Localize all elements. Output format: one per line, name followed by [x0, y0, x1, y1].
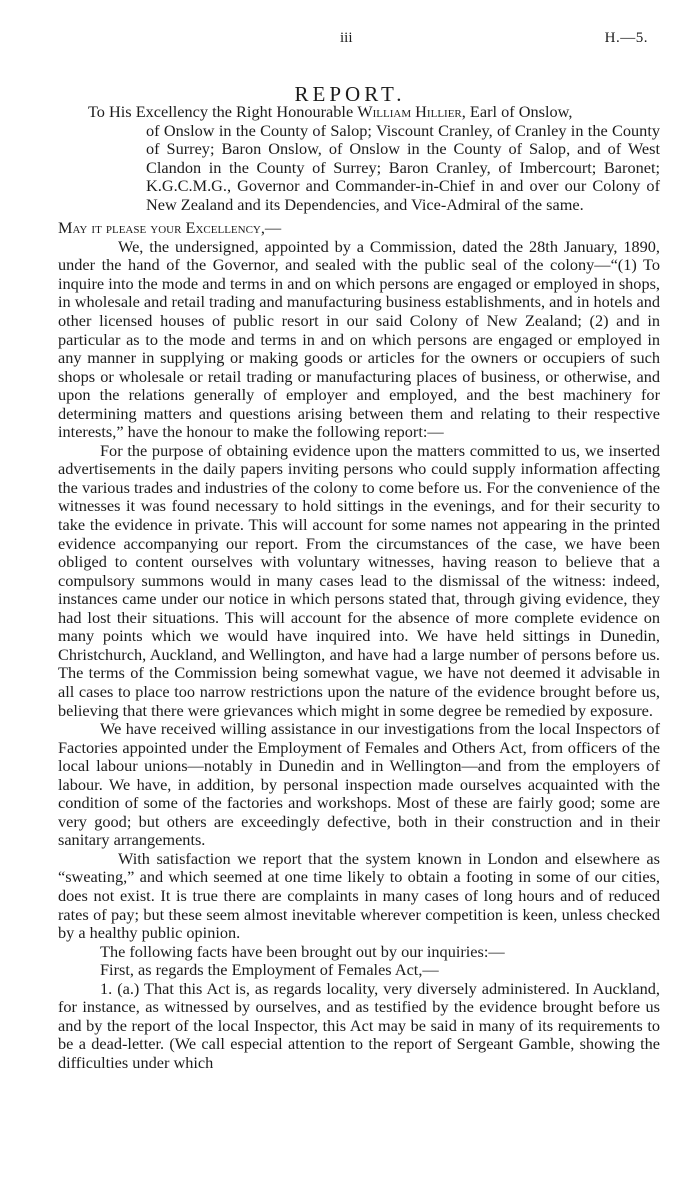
salutation: May it please your Excellency,— — [58, 218, 282, 238]
address-block — [58, 103, 660, 214]
paragraph-facts-intro: The following facts have been brought out by our inquiries:— — [100, 941, 505, 961]
paragraph-assistance: We have received willing assistance in our investigations from the local Inspectors of Factories appointed under the Employment of Females and Others Act, from officers of the local labour unions—notably in Dunedin and in Wellington—and from the employers of labour. We have, in addition, by personal inspection made ourselves acquainted with the condition of some of the factories and workshops. Most of these are fairly good; some are very good; but others are exceedingly defective, both in their construction and in their sanitary arrangements. — [58, 719, 660, 850]
paragraph-evidence: For the purpose of obtaining evidence upon the matters committed to us, we inserted advertisements in the daily papers inviting persons who could supply information affecting the various trades and industries of the colony to come before us. For the convenience of the witnesses it was found necessary to hold sittings in the evenings, and for their security to take the evidence in private. This will account for some names not appearing in the printed evidence accompanying our report. From the circumstances of the case, we have been obliged to content ourselves with voluntary witnesses, having reason to believe that a compulsory summons would in many cases lead to the dismissal of the witness: indeed, instances came under our notice in which persons stated that, through giving evidence, they had lost their situations. This will account for the absence of more complete evidence on many points which we would have inquired into. We have held sittings in Dunedin, Christchurch, Auckland, and Wellington, and have had a large number of persons before us. The terms of the Commission being somewhat vague, we have not deemed it advisable in all cases to place too narrow restrictions upon the nature of the evidence brought before us, believing that there were grievances which might in some degree be remedied by exposure. — [58, 440, 660, 720]
address-lead: To His Excellency the Right Honourable — [88, 102, 358, 121]
document-reference: H.—5. — [604, 30, 648, 46]
report-body — [58, 103, 660, 1072]
address-line1-end: , Earl of Onslow, — [461, 102, 573, 121]
paragraph-locality: 1. (a.) That this Act is, as regards locality, very diversely administered. In Auckland, for instance, as witnessed by ourselves, and as testified by the evidence brought before us and by the report of the local Inspector, this Act may be said in many of its requirements to be a dead-letter. (We call especial attention to the report of Sergeant Gamble, showing the difficulties under which — [58, 978, 660, 1072]
report-title: REPORT. — [294, 82, 406, 106]
paragraph-first-act: First, as regards the Employment of Females Act,— — [100, 960, 439, 980]
page-header — [0, 30, 700, 52]
paragraph-commission: We, the undersigned, appointed by a Commission, dated the 28th January, 1890, under the hand of the Governor, and sealed with the public seal of the colony—“(1) To inquire into the mode and terms in and on which persons are engaged or employed in shops, in wholesale and retail trading and manufacturing business establishments, and in hotels and other licensed houses of public resort in our said Colony of New Zealand; (2) and in particular as to the mode and terms in and on which persons are engaged or employed in any manner in supplying or making goods or articles for the owners or occupiers of such shops or wholesale or retail trading or manufacturing places of business, or otherwise, and upon the relations generally of employer and employed, and the best machinery for determining matters and questions arising between them and relating to their respective interests,” have the honour to make the following report:— — [58, 236, 660, 442]
paragraph-sweating: With satisfaction we report that the system known in London and elsewhere as “sweating,” and which seemed at one time likely to obtain a footing in some of our cities, does not exist. It is true there are complaints in many cases of long hours and of reduced rates of pay; but these seem almost inevitable wherever competition is keen, unless checked by a healthy public opinion. — [58, 848, 660, 943]
page-number: iii — [340, 30, 353, 46]
address-first-line — [58, 103, 660, 122]
addressee-name: William Hillier — [357, 102, 462, 121]
address-continuation: of Onslow in the County of Salop; Viscount Cranley, of Cranley in the County of Surrey; Baron Onslow, of Onslow in the County of Salop, and of West Clandon in the County of Surrey; Baron Cranley, of Imbercourt; Baronet; K.G.C.M.G., Governor and Commander-in-Chief in and over our Colony of New Zealand and its Dependencies, and Vice-Admiral of the same. — [146, 120, 660, 214]
